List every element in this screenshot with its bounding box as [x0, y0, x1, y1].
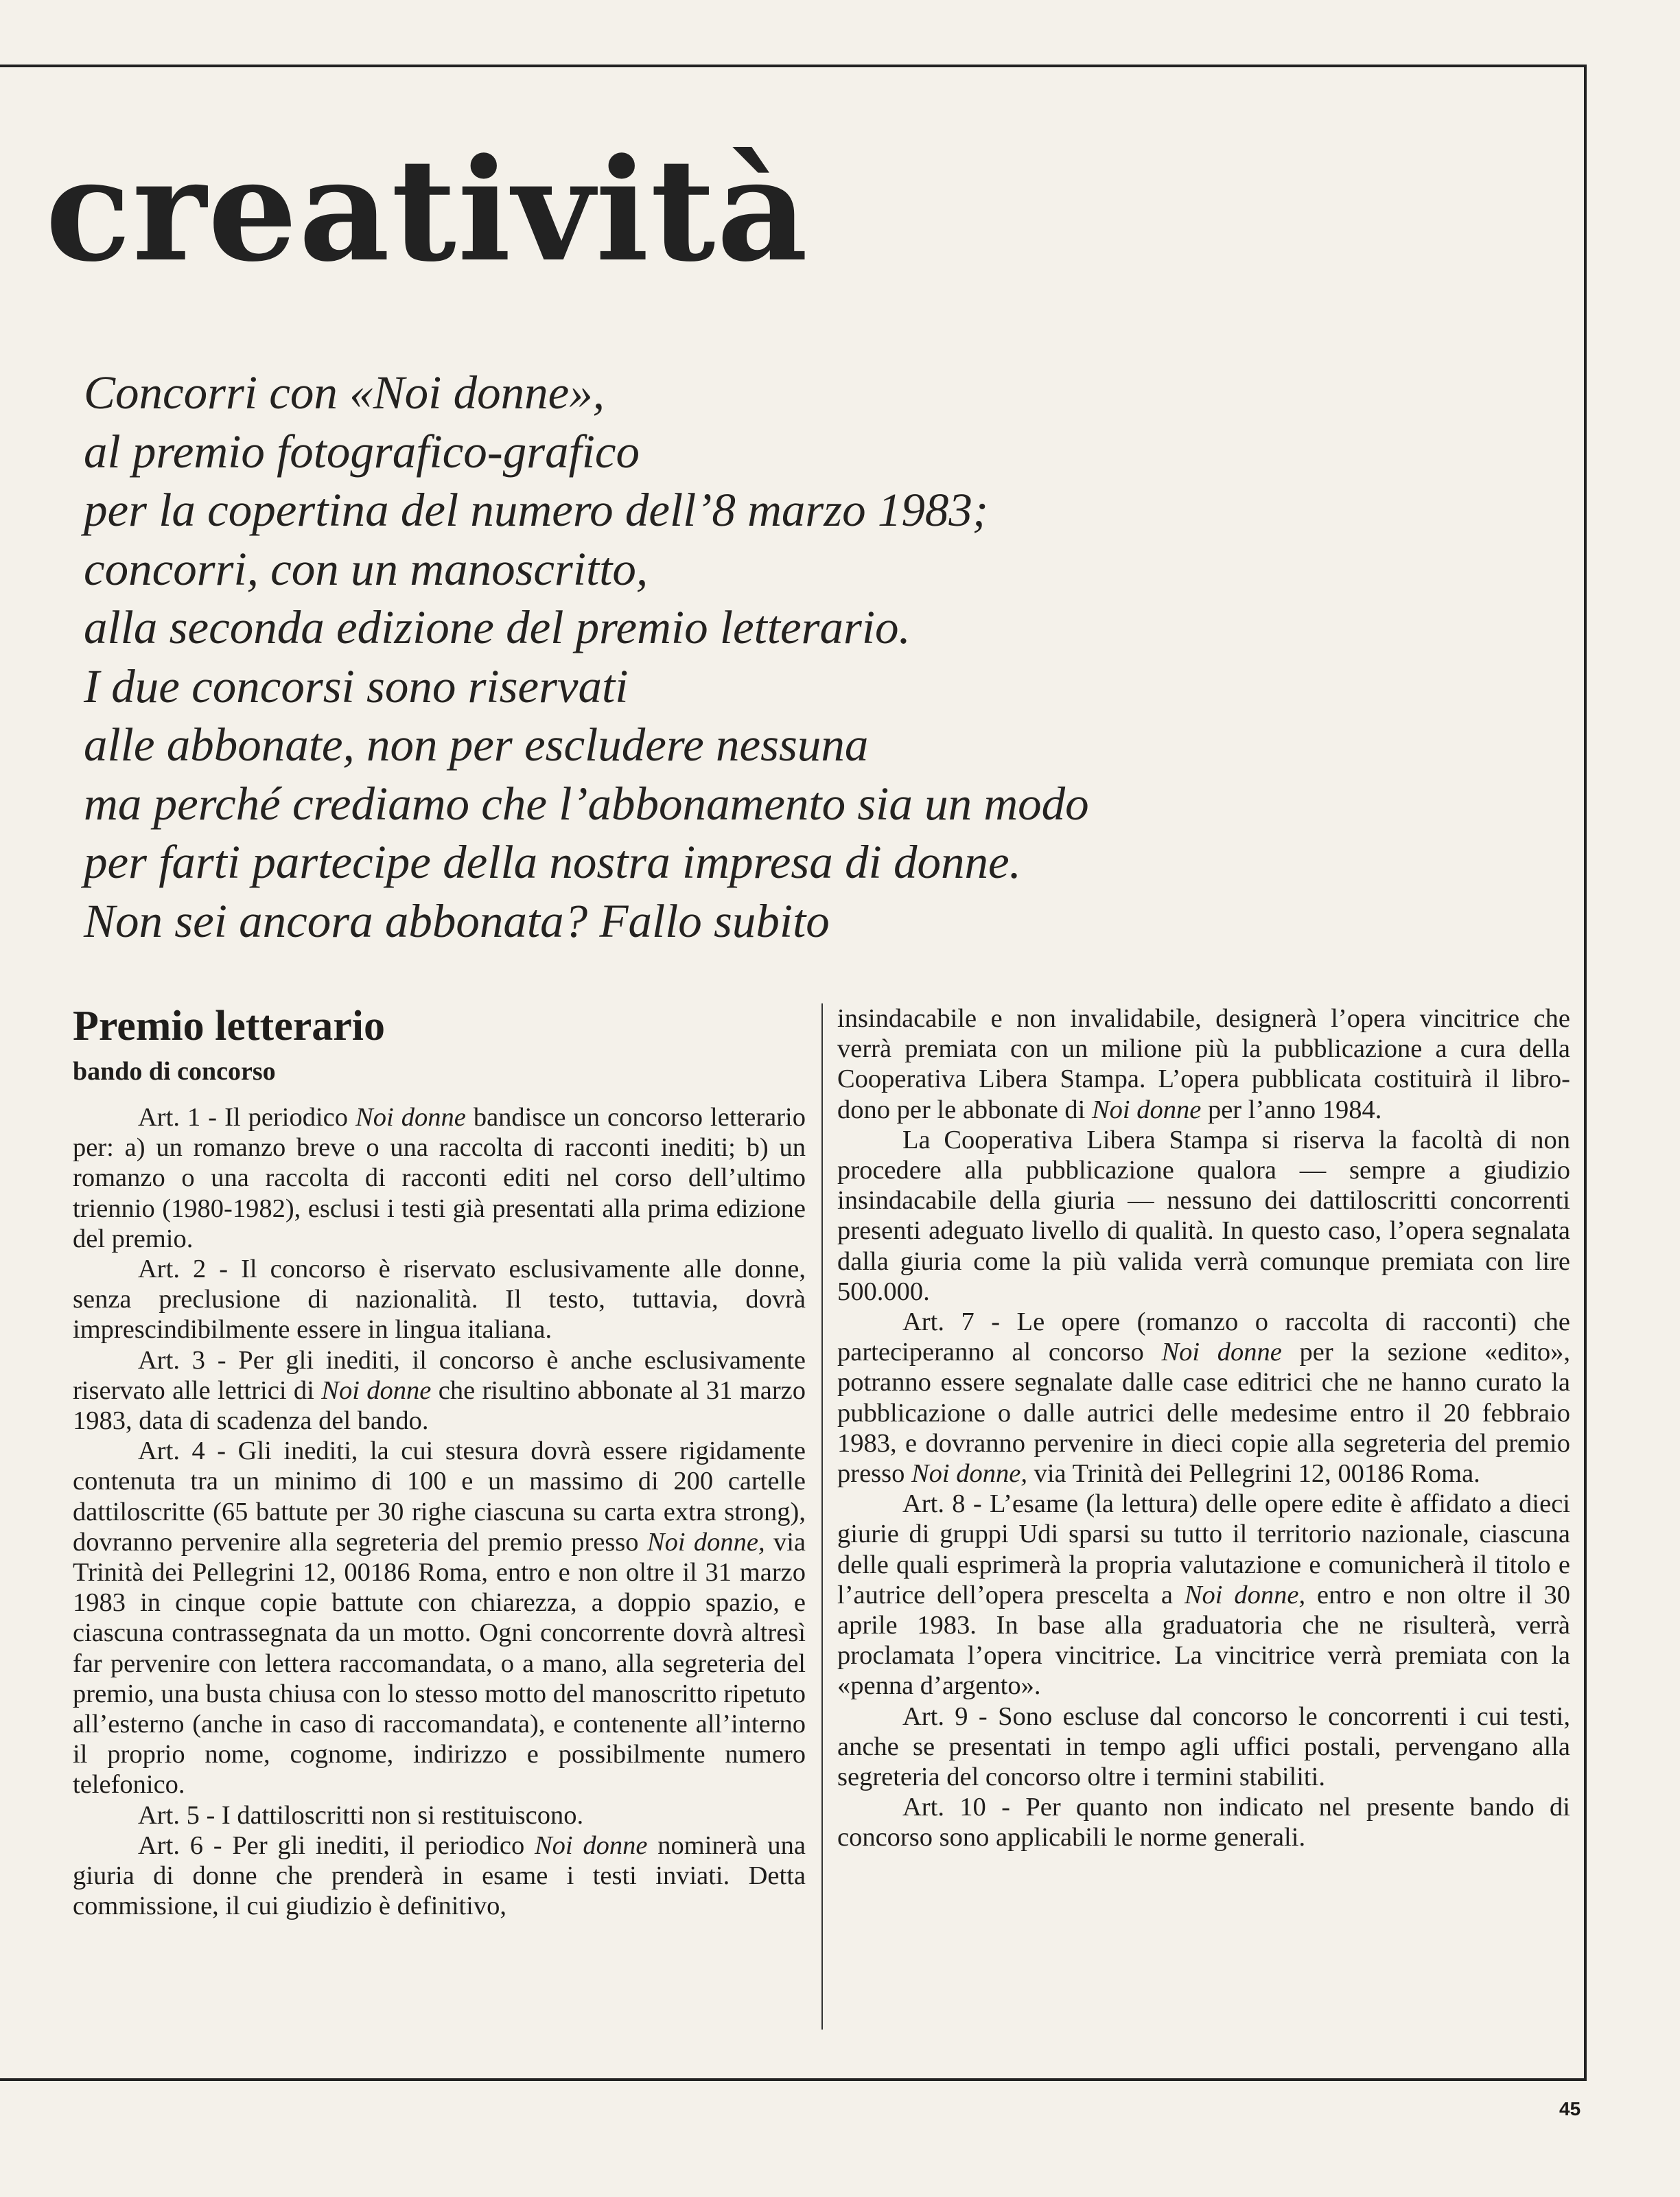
article-column-right — [837, 1003, 1570, 2033]
paragraph-text: insindacabile e non invalidabile, designerà l’opera vincitrice che verrà premiata con un milione più la pubblicazione a cura della Cooperativa Libera Stampa. L’opera pubblicata costituirà il libro-dono per le abbonate di — [837, 1004, 1570, 1124]
right-paragraphs — [837, 1003, 1570, 1853]
intro-line: Concorri con «Noi donne», — [84, 367, 605, 419]
paragraph-text: Art. 4 - Gli inediti, la cui stesura dovrà essere rigidamente contenuta tra un minimo di 100 e un massimo di 200 cartelle dattiloscritte (65 battute per 30 righe ciascuna su carta extra strong), dovranno pervenire alla segreteria del premio presso — [73, 1437, 806, 1557]
paragraph-text: entro e non oltre il 30 aprile 1983. In base alla graduatoria che ne risulterà, verrà proclamata l’opera vincitrice. La vincitrice verrà premiata con la «penna d’argento». — [837, 1580, 1571, 1701]
article-paragraph — [837, 1307, 1570, 1489]
intro-line: Non sei ancora abbonata? Fallo subito — [84, 894, 830, 947]
paragraph-text: Art. 8 - L’esame (la lettura) delle opere edite è affidato a dieci giurie di gruppi Udi sparsi su tutto il territorio nazionale, ciascuna delle quali esprimerà la propria valutazione e comunicherà il titolo e l’autrice dell’opera prescelta a — [837, 1489, 1570, 1609]
paragraph-text: bandisce un concorso letterario per: a) un romanzo breve o una raccolta di racconti inediti; b) un romanzo o una raccolta di racconti editi nel corso dell’ultimo triennio (1980-1982), esclusi i testi già presentati alla prima edizione del premio. — [73, 1103, 806, 1253]
article-paragraph — [73, 1800, 806, 1830]
article-paragraph — [837, 1489, 1570, 1701]
intro-line: per la copertina del numero dell’8 marzo 1983; — [84, 484, 988, 536]
article-paragraph — [837, 1125, 1570, 1307]
article-paragraph — [73, 1102, 806, 1254]
italic-text: Noi donne, — [1184, 1580, 1306, 1609]
intro-line: per farti partecipe della nostra impresa di donne. — [84, 836, 1021, 888]
paragraph-text: Art. 5 - I dattiloscritti non si restituiscono. — [138, 1800, 584, 1830]
intro-line: alla seconda edizione del premio letterario. — [84, 601, 911, 653]
paragraph-text: per l’anno 1984. — [1201, 1095, 1382, 1124]
paragraph-text: via Trinità dei Pellegrini 12, 00186 Roma, entro e non oltre il 31 marzo 1983 in cinque copie battute con chiarezza, a doppio spazio, e ciascuna contrassegnata da un motto. Ogni concorrente dovrà altresì far pervenire con lettera raccomandata, o a mano, alla segreteria del premio, una busta chiusa con lo stesso motto del manoscritto ripetuto all’esterno (anche in caso di raccomandata), e contenente all’interno il proprio nome, cognome, indirizzo e possibilmente numero telefonico. — [73, 1527, 806, 1800]
article-paragraph — [73, 1436, 806, 1800]
paragraph-text: per la sezione «edito», potranno essere segnalate dalle case editrici che ne hanno curato la pubblicazione o dalle autrici delle medesime entro il 20 febbraio 1983, e dovranno pervenire in dieci copie alla segreteria del premio presso — [837, 1338, 1570, 1489]
article-paragraph — [73, 1830, 806, 1922]
paragraph-text: Art. 6 - Per gli inediti, il periodico — [138, 1830, 535, 1860]
page-number: 45 — [1559, 2098, 1581, 2119]
intro-text — [84, 364, 1374, 951]
article-subheading: bando di concorso — [73, 1057, 276, 1086]
italic-text: Noi donne — [534, 1830, 648, 1860]
intro-line: alle abbonate, non per escludere nessuna — [84, 719, 869, 771]
article-paragraph — [73, 1345, 806, 1437]
article-paragraph — [73, 1254, 806, 1345]
left-paragraphs — [73, 1102, 806, 1921]
italic-text: Noi donne — [321, 1375, 432, 1405]
intro-line: concorri, con un manoscritto, — [84, 542, 649, 595]
intro-line: al premio fotografico-grafico — [84, 425, 640, 478]
paragraph-text: che risultino abbonate al 31 marzo 1983, data di scadenza del bando. — [73, 1375, 806, 1436]
italic-text: Noi donne — [1161, 1338, 1282, 1367]
italic-text: Noi donne — [1091, 1095, 1202, 1124]
paragraph-text: Art. 9 - Sono escluse dal concorso le concorrenti i cui testi, anche se presentati in tempo agli uffici postali, pervengano alla segreteria del concorso oltre i termini stabiliti. — [837, 1701, 1570, 1792]
paragraph-text: via Trinità dei Pellegrini 12, 00186 Roma. — [1027, 1459, 1480, 1489]
article-heading: Premio letterario — [73, 1003, 385, 1049]
article-paragraph — [837, 1701, 1570, 1793]
italic-text: Noi donne — [355, 1103, 466, 1132]
page-title: creatività — [45, 128, 810, 293]
article-paragraph — [837, 1003, 1570, 1125]
paragraph-text: La Cooperativa Libera Stampa si riserva la facoltà di non procedere alla pubblicazione qualora — sempre a giudizio insindacabile della giuria — nessuno dei dattiloscritti concorrenti presenti adeguato livello di qualità. In questo caso, l’opera segnalata dalla giuria come la più valida verrà comunque premiata con lire 500.000. — [837, 1125, 1570, 1306]
paragraph-text: Art. 1 - Il periodico — [138, 1103, 356, 1132]
paragraph-text: Art. 7 - Le opere (romanzo o raccolta di racconti) che parteciperanno al concorso — [837, 1307, 1570, 1367]
intro-line: I due concorsi sono riservati — [84, 660, 629, 712]
column-divider — [821, 1003, 823, 2030]
paragraph-text: Art. 10 - Per quanto non indicato nel presente bando di concorso sono applicabili le norme generali. — [837, 1793, 1570, 1852]
paragraph-text: nominerà una giuria di donne che prenderà in esame i testi inviati. Detta commissione, il cui giudizio è definitivo, — [73, 1830, 806, 1921]
italic-text: Noi donne, — [911, 1459, 1027, 1489]
paragraph-text: Art. 3 - Per gli inediti, il concorso è anche esclusivamente riservato alle lettrici di — [73, 1345, 806, 1405]
italic-text: Noi donne, — [646, 1527, 765, 1557]
paragraph-text: Art. 2 - Il concorso è riservato esclusivamente alle donne, senza preclusione di nazionalità. Il testo, tuttavia, dovrà imprescindibilmente essere in lingua italiana. — [73, 1255, 806, 1345]
article-paragraph — [837, 1792, 1570, 1852]
intro-line: ma perché crediamo che l’abbonamento sia un modo — [84, 777, 1089, 830]
article-column-left — [73, 1001, 806, 2030]
